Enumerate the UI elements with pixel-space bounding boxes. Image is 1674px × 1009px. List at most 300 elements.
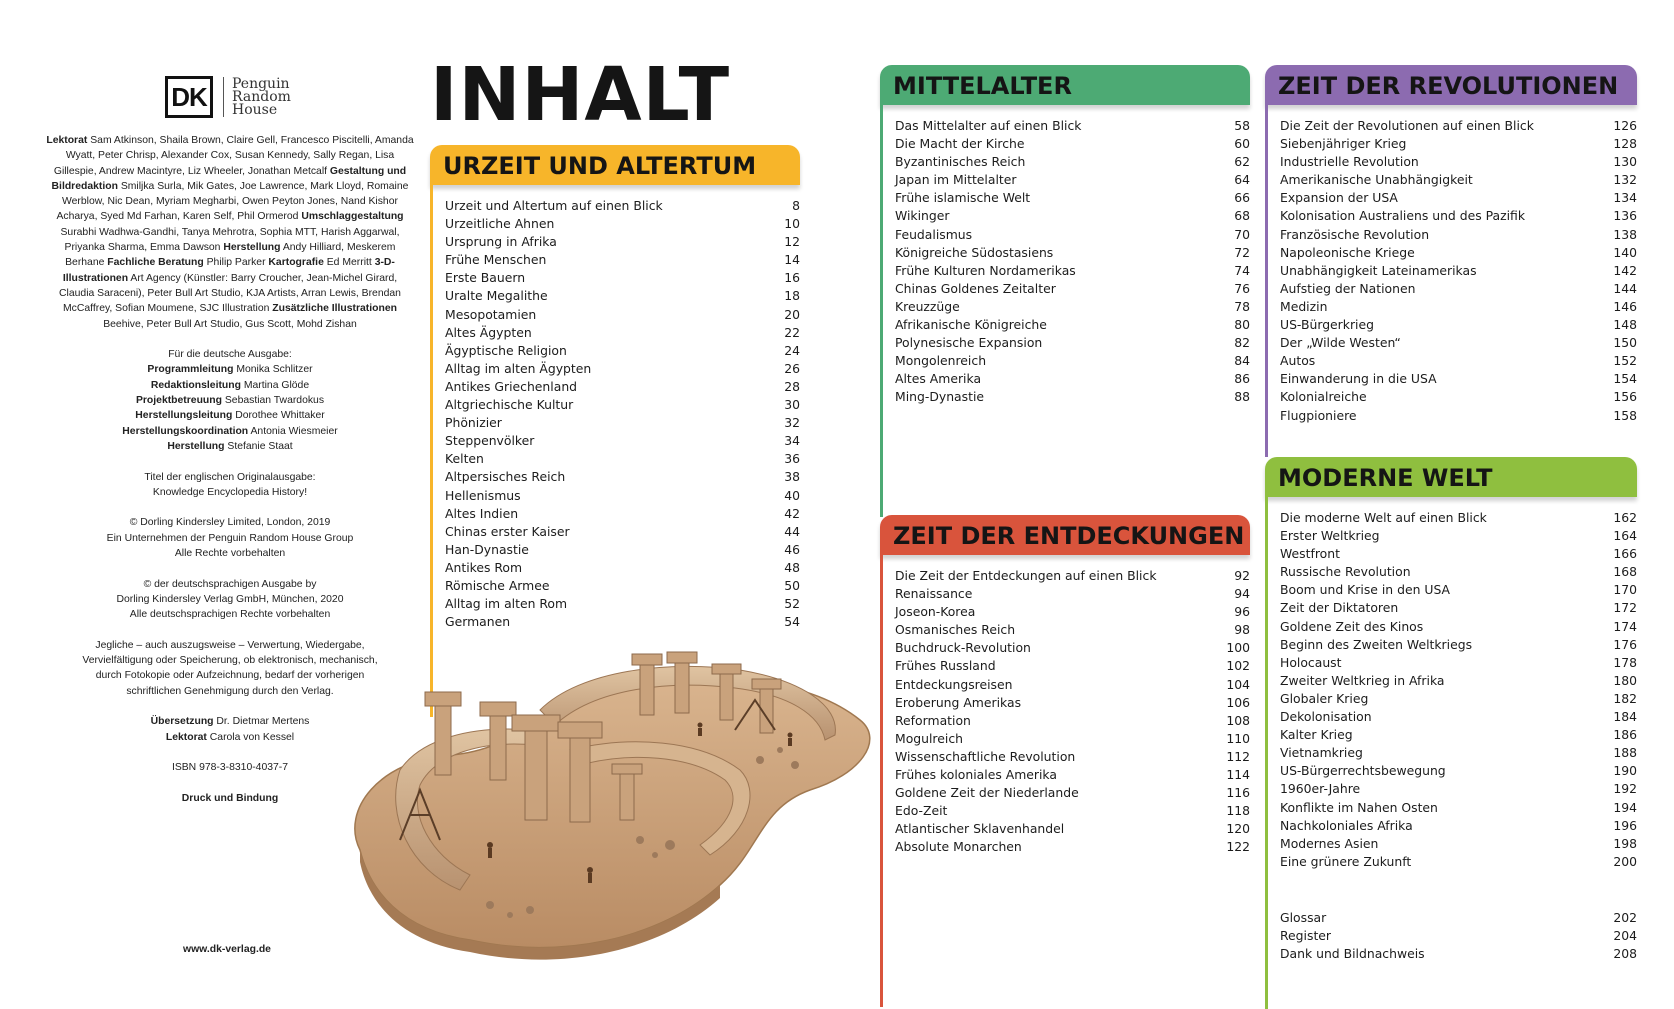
original-title-value: Knowledge Encyclopedia History! [152,486,308,498]
toc-entry-title: Die moderne Welt auf einen Blick [1280,510,1487,525]
toc-entry-title: Reformation [895,712,971,728]
toc-entry[interactable] [445,324,800,342]
toc-entry[interactable] [445,287,800,305]
toc-entry[interactable] [895,603,1250,621]
toc-entry[interactable] [1280,189,1637,207]
toc-entry-page-number: 34 [784,433,800,449]
toc-entry-title: Wikinger [895,208,950,224]
toc-entry-title: US-Bürgerrechtsbewegung [1280,763,1446,779]
toc-entry-title: Expansion der USA [1280,190,1398,206]
toc-entry[interactable] [1280,545,1637,563]
copyright-original [45,515,415,561]
toc-entry-page-number: 106 [1226,694,1250,710]
toc-entry-page-number: 26 [784,360,800,376]
toc-entry-page-number: 28 [784,378,800,394]
toc-entry[interactable] [1280,207,1637,225]
toc-entry-title: Zeit der Diktatoren [1280,600,1399,616]
toc-entry-title: Erste Bauern [445,270,526,286]
toc-entry-title: Edo-Zeit [895,803,948,819]
section-body [880,555,1250,1007]
toc-entry[interactable] [1280,352,1637,370]
toc-entry[interactable] [1280,599,1637,617]
credit-role: Zusätzliche Illustrationen [272,303,397,315]
toc-entry-title: Byzantinisches Reich [895,154,1026,170]
toc-entry-title: Der „Wilde Westen“ [1280,335,1401,351]
toc-entry-title: Antikes Griechenland [445,378,578,394]
credits-german [45,347,415,454]
toc-entry-page-number: 20 [784,306,800,322]
toc-entry-page-number: 38 [784,469,800,485]
credit-role: Projektbetreuung [135,395,222,407]
toc-entry[interactable] [895,657,1250,675]
toc-entry-page-number: 68 [1234,208,1250,224]
toc-entry[interactable] [445,215,800,233]
toc-entry-title: Entdeckungsreisen [895,676,1013,692]
toc-entry-title: Frühes Russland [895,658,996,674]
toc-entry-title: Germanen [445,614,511,630]
toc-entry-title: Siebenjähriger Krieg [1280,136,1407,152]
toc-entry-page-number: 24 [784,342,800,358]
toc-entry-page-number: 162 [1613,510,1637,525]
toc-entry-page-number: 108 [1226,712,1250,728]
toc-entry-title: Erster Weltkrieg [1280,528,1380,544]
toc-entry[interactable] [1280,388,1637,406]
toc-entry-page-number: 94 [1234,586,1250,602]
credit-role: Lektorat [165,731,207,743]
toc-entry-page-number: 112 [1226,748,1250,764]
toc-entry[interactable] [895,621,1250,639]
toc-entry-title: Dekolonisation [1280,709,1372,725]
toc-entry[interactable] [445,541,800,559]
credit-role: Umschlaggestaltung [301,211,404,223]
toc-entry[interactable] [895,712,1250,730]
toc-entry[interactable] [895,676,1250,694]
section-body [880,105,1250,517]
toc-entry[interactable] [1280,927,1637,945]
toc-entry[interactable] [1280,636,1637,654]
toc-entry-page-number: 98 [1234,622,1250,638]
toc-entry-title: Vietnamkrieg [1280,745,1363,761]
toc-entry[interactable] [1280,298,1637,316]
rights-line: Vervielfältigung oder Speicherung, ob elektronisch, mechanisch, [82,655,378,667]
toc-entry-page-number: 32 [784,415,800,431]
toc-entry-title: Eroberung Amerikas [895,694,1022,710]
toc-entry[interactable] [445,450,800,468]
toc-entry-page-number: 64 [1234,172,1250,188]
toc-entry-title: Chinas Goldenes Zeitalter [895,280,1056,296]
credit-role: Programmleitung [147,364,234,376]
toc-entry-page-number: 76 [1234,280,1250,296]
toc-entry-page-number: 164 [1613,528,1637,544]
toc-entry-page-number: 150 [1613,335,1637,351]
section-header [880,515,1250,555]
toc-entry-page-number: 136 [1613,208,1637,224]
toc-entry[interactable] [1280,280,1637,298]
credit-names: Dr. Dietmar Mertens [216,716,310,728]
toc-entry-page-number: 70 [1234,226,1250,242]
toc-entry-title: Kreuzzüge [895,298,960,314]
toc-entry[interactable] [445,251,800,269]
toc-entry[interactable] [895,207,1250,225]
original-title [45,470,415,501]
toc-entry[interactable] [1280,244,1637,262]
toc-entry[interactable] [1280,509,1637,527]
toc-entry-title: Altes Amerika [895,371,982,387]
toc-entry-page-number: 16 [784,270,800,286]
toc-entry[interactable] [445,269,800,287]
toc-entry[interactable] [895,694,1250,712]
toc-entry-page-number: 14 [784,252,800,268]
toc-entry[interactable] [895,585,1250,603]
toc-entry[interactable] [445,396,800,414]
toc-entry[interactable] [1280,945,1637,963]
original-title-label: Titel der englischen Originalausgabe: [144,471,316,483]
toc-entry[interactable] [1280,618,1637,636]
toc-entry[interactable] [895,639,1250,657]
toc-entry-title: Zweiter Weltkrieg in Afrika [1280,672,1445,688]
toc-entry-title: Industrielle Revolution [1280,154,1419,170]
toc-entry[interactable] [895,117,1250,135]
credit-role: Herstellung [223,242,281,254]
toc-entry[interactable] [1280,817,1637,835]
toc-entry-page-number: 60 [1234,136,1250,152]
toc-entry[interactable] [1280,909,1637,927]
toc-entry[interactable] [895,784,1250,802]
toc-entry-page-number: 78 [1234,298,1250,314]
toc-entry[interactable] [445,595,800,613]
credit-role: Herstellung [167,440,225,452]
credit-role: 3-D-Illustrationen [62,257,395,284]
credit-role: Übersetzung [150,716,214,728]
toc-entry-title: 1960er-Jahre [1280,781,1361,797]
toc-entry[interactable] [445,577,800,595]
toc-entry-title: Polynesische Expansion [895,335,1043,351]
publisher-line: Penguin [232,75,290,92]
toc-entry-page-number: 132 [1613,172,1637,188]
toc-entry[interactable] [895,244,1250,262]
toc-entry[interactable] [895,189,1250,207]
toc-entry-page-number: 18 [784,288,800,304]
toc-entry[interactable] [895,567,1250,585]
toc-entry-page-number: 166 [1613,546,1637,562]
rights-line: schriftlichen Genehmigung durch den Verlag. [126,685,334,697]
toc-entry[interactable] [1280,370,1637,388]
toc-entry[interactable] [445,360,800,378]
toc-entry-title: Buchdruck-Revolution [895,640,1031,656]
toc-entry[interactable] [1280,690,1637,708]
toc-entry-title: Frühe Menschen [445,252,547,268]
publisher-line: House [232,101,278,118]
toc-entry-page-number: 40 [784,487,800,503]
toc-entry-page-number: 44 [784,523,800,539]
toc-entry-page-number: 196 [1613,817,1637,833]
toc-entry-page-number: 58 [1234,118,1250,133]
toc-entry[interactable] [895,298,1250,316]
toc-entry[interactable] [1280,171,1637,189]
credit-names: Stefanie Staat [227,440,293,452]
toc-entry[interactable] [895,135,1250,153]
credit-role: Lektorat [46,135,88,146]
copyright-line: Alle Rechte vorbehalten [174,548,286,560]
toc-entry[interactable] [1280,262,1637,280]
section-urzeit-und-altertum [430,145,800,717]
german-edition-heading: Für die deutsche Ausgabe: [168,349,292,361]
credit-role: Herstellungsleitung [135,410,233,422]
toc-entry-page-number: 52 [784,596,800,612]
credit-role: Gestaltung und Bildredaktion [51,165,407,192]
toc-entry-page-number: 122 [1226,839,1250,855]
toc-entry[interactable] [1280,762,1637,780]
toc-entry-title: Glossar [1280,909,1327,925]
toc-entry-page-number: 46 [784,541,800,557]
toc-entry[interactable] [1280,117,1637,135]
toc-entry-title: Kolonisation Australiens und des Pazifik [1280,208,1526,224]
section-header [880,65,1250,105]
toc-entry[interactable] [895,748,1250,766]
section-title: MODERNE WELT [1278,464,1493,492]
toc-entry[interactable] [445,378,800,396]
toc-entry-title: Aufstieg der Nationen [1280,280,1416,296]
toc-entry-title: Altgriechische Kultur [445,397,574,413]
toc-entry[interactable] [1280,672,1637,690]
toc-entry[interactable] [1280,135,1637,153]
toc-entry[interactable] [895,316,1250,334]
toc-entry-title: Russische Revolution [1280,564,1411,580]
toc-entry-page-number: 114 [1226,767,1250,783]
toc-entry-title: Amerikanische Unabhängigkeit [1280,172,1473,188]
toc-entry-title: Frühes koloniales Amerika [895,767,1057,783]
credit-names: Sam Atkinson, Shaila Brown, Claire Gell, Francesco Piscitelli, Amanda Wyatt, Peter Chrisp, Alexander Cox, Susan Kennedy, Sally Regan, Lisa Gillespie, Andrew Macintyre, Liz Wheeler, Jonathan Metcalf [53,135,414,177]
toc-entry-title: Renaissance [895,586,973,602]
toc-entry[interactable] [895,838,1250,856]
toc-entry-title: Boom und Krise in den USA [1280,582,1451,598]
toc-entry-title: Ming-Dynastie [895,389,985,405]
copyright-line: Dorling Kindersley Verlag GmbH, München, 2020 [116,593,344,605]
toc-entry-page-number: 130 [1613,154,1637,170]
toc-entry-page-number: 54 [784,614,800,630]
toc-entry[interactable] [1280,708,1637,726]
toc-list [445,197,800,631]
toc-entry-title: Phönizier [445,415,502,431]
credit-names: Ed Merritt [326,257,372,269]
dk-logo-mark: DK [165,76,213,118]
credit-names: Beehive, Peter Bull Art Studio, Gus Scott, Mohd Zishan [103,318,357,330]
toc-entry[interactable] [445,197,800,215]
toc-list [895,567,1250,857]
toc-entry[interactable] [445,342,800,360]
credit-names: Sebastian Twardokus [224,395,325,407]
toc-entry-page-number: 138 [1613,226,1637,242]
toc-entry-title: Französische Revolution [1280,226,1430,242]
toc-entry[interactable] [895,802,1250,820]
toc-entry-page-number: 88 [1234,389,1250,405]
toc-entry[interactable] [1280,563,1637,581]
toc-entry-page-number: 172 [1613,600,1637,616]
toc-entry-title: Globaler Krieg [1280,690,1369,706]
toc-entry-page-number: 144 [1613,280,1637,296]
toc-entry-page-number: 186 [1613,727,1637,743]
toc-list [895,117,1250,407]
toc-entry-page-number: 170 [1613,582,1637,598]
toc-entry-page-number: 48 [784,559,800,575]
toc-entry-title: Römische Armee [445,577,550,593]
toc-entry[interactable] [1280,581,1637,599]
credit-role: Kartografie [268,257,324,269]
toc-entry-title: Afrikanische Königreiche [895,317,1047,333]
toc-entry-title: Alltag im alten Rom [445,596,568,612]
toc-entry-page-number: 204 [1613,927,1637,943]
copyright-line: Ein Unternehmen der Penguin Random House Group [106,532,354,544]
toc-entry-title: Die Macht der Kirche [895,136,1025,152]
toc-entry[interactable] [445,559,800,577]
toc-entry[interactable] [445,468,800,486]
toc-entry-page-number: 10 [784,216,800,232]
credit-names: Surabhi Wadhwa-Gandhi, Tanya Mehrotra, Sophia MTT, Harish Aggarwal, Priyanka Sharma, Emma Dawson [60,226,400,254]
toc-entry-page-number: 134 [1613,190,1637,206]
toc-entry[interactable] [895,820,1250,838]
website-url[interactable]: www.dk-verlag.de [183,944,271,955]
toc-entry[interactable] [1280,654,1637,672]
toc-entry[interactable] [895,153,1250,171]
toc-list [1280,509,1637,871]
toc-entry-title: Westfront [1280,546,1340,562]
toc-entry[interactable] [895,352,1250,370]
toc-entry-title: Flugpioniere [1280,407,1357,423]
section-title: ZEIT DER REVOLUTIONEN [1278,72,1619,100]
toc-entry-page-number: 22 [784,324,800,340]
copyright-line: © Dorling Kindersley Limited, London, 2019 [129,517,331,529]
toc-entry-page-number: 208 [1613,946,1637,962]
section-moderne-welt [1265,457,1637,1009]
toc-entry[interactable] [895,262,1250,280]
toc-entry-page-number: 86 [1234,371,1250,387]
toc-entry-title: Die Zeit der Entdeckungen auf einen Blick [895,568,1157,583]
toc-entry[interactable] [895,280,1250,298]
toc-entry-page-number: 146 [1613,298,1637,314]
credit-names: Carola von Kessel [209,731,295,743]
credit-role: Redaktionsleitung [150,379,241,391]
credit-names: Art Agency (Künstler: Barry Croucher, Jean-Michel Girard, Claudia Saraceni), Peter Bull Art Studio, KJA Artists, Arran Lewis, Brendan McCaffrey, Sofian Moumene, SJC Illustration [59,272,401,315]
section-header [1265,457,1637,497]
toc-entry-title: Königreiche Südostasiens [895,244,1054,260]
toc-entry[interactable] [895,370,1250,388]
toc-entry-page-number: 50 [784,577,800,593]
toc-entry-page-number: 184 [1613,709,1637,725]
toc-entry[interactable] [1280,527,1637,545]
toc-entry-title: Urzeit und Altertum auf einen Blick [445,198,663,213]
toc-entry[interactable] [1280,153,1637,171]
section-title: MITTELALTER [893,72,1072,100]
toc-entry-page-number: 176 [1613,636,1637,652]
toc-entry-page-number: 168 [1613,564,1637,580]
megalith-illustration [340,640,880,970]
credit-names: Dorothee Whittaker [235,410,325,422]
toc-entry-title: Kalter Krieg [1280,727,1353,743]
toc-entry-page-number: 42 [784,505,800,521]
toc-entry-page-number: 180 [1613,672,1637,688]
toc-entry-title: Medizin [1280,298,1328,314]
toc-entry[interactable] [445,505,800,523]
toc-entry-page-number: 200 [1613,853,1637,869]
toc-entry-page-number: 120 [1226,821,1250,837]
toc-entry-page-number: 182 [1613,690,1637,706]
toc-entry-title: Alltag im alten Ägypten [445,360,592,376]
toc-entry[interactable] [445,306,800,324]
toc-entry[interactable] [895,388,1250,406]
section-title: URZEIT UND ALTERTUM [443,152,757,180]
section-title: ZEIT DER ENTDECKUNGEN [893,522,1245,550]
toc-entry[interactable] [895,171,1250,189]
penguin-random-house-wordmark [232,75,291,118]
toc-entry-page-number: 178 [1613,654,1637,670]
print-label: Druck und Bindung [181,792,279,804]
toc-entry[interactable] [1280,853,1637,871]
toc-entry-title: Mongolenreich [895,353,987,369]
toc-entry[interactable] [445,432,800,450]
toc-entry[interactable] [895,334,1250,352]
toc-entry-title: Beginn des Zweiten Weltkriegs [1280,636,1473,652]
toc-entry-title: Atlantischer Sklavenhandel [895,821,1065,837]
toc-entry-title: Kelten [445,451,484,467]
section-zeit-der-entdeckungen [880,515,1250,1007]
toc-entry[interactable] [445,613,800,631]
section-header [1265,65,1637,105]
toc-entry[interactable] [445,523,800,541]
toc-entry-title: Goldene Zeit der Niederlande [895,785,1079,801]
credit-role: Herstellungskoordination [122,425,249,437]
toc-entry-title: Wissenschaftliche Revolution [895,748,1076,764]
toc-entry-title: Hellenismus [445,487,521,503]
section-body [1265,105,1637,457]
toc-entry-title: Ursprung in Afrika [445,234,557,250]
toc-entry-page-number: 30 [784,397,800,413]
toc-entry[interactable] [1280,835,1637,853]
toc-entry-page-number: 82 [1234,335,1250,351]
toc-entry-title: Konflikte im Nahen Osten [1280,799,1438,815]
toc-entry[interactable] [1280,316,1637,334]
toc-entry-title: Mogulreich [895,730,963,746]
toc-entry-title: Holocaust [1280,654,1342,670]
toc-entry[interactable] [1280,744,1637,762]
toc-entry-page-number: 174 [1613,618,1637,634]
toc-entry[interactable] [1280,334,1637,352]
toc-entry[interactable] [1280,226,1637,244]
toc-entry-page-number: 190 [1613,763,1637,779]
credit-names: Philip Parker [206,257,266,269]
toc-entry-title: Ägyptische Religion [445,342,567,358]
toc-entry[interactable] [895,226,1250,244]
toc-entry-title: Kolonialreiche [1280,389,1367,405]
toc-entry-page-number: 194 [1613,799,1637,815]
toc-entry[interactable] [1280,799,1637,817]
toc-entry[interactable] [445,233,800,251]
toc-entry[interactable] [895,730,1250,748]
toc-entry[interactable] [445,487,800,505]
credit-names: Monika Schlitzer [236,364,313,376]
toc-entry[interactable] [1280,780,1637,798]
toc-entry[interactable] [895,766,1250,784]
toc-entry-title: Mesopotamien [445,306,537,322]
toc-entry-title: Altes Ägypten [445,324,532,340]
credit-names: Smiljka Surla, Mik Gates, Joe Lawrence, Mark Lloyd, Romaine Werblow, Nic Dean, Myriam Megharbi, Owen Peyton Jones, Nand Kishor Acharya, Syed Md Farhan, Karen Self, Phil Ormerod [56,180,409,223]
publisher-line: Random [232,88,291,105]
toc-entry[interactable] [1280,407,1637,425]
toc-entry[interactable] [1280,726,1637,744]
toc-entry-page-number: 84 [1234,353,1250,369]
toc-entry-page-number: 142 [1613,262,1637,278]
toc-entry-page-number: 66 [1234,190,1250,206]
toc-entry[interactable] [445,414,800,432]
